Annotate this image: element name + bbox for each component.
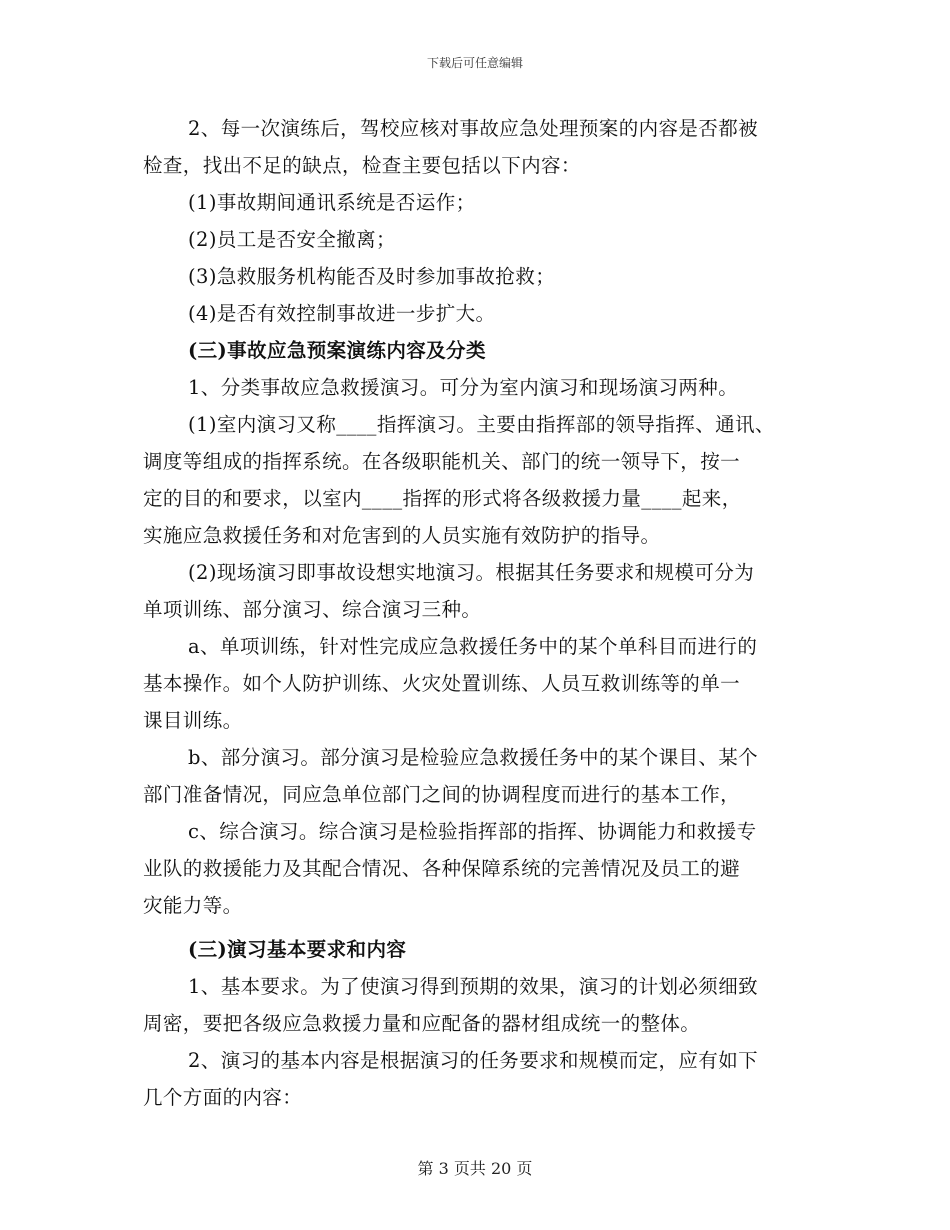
spacer (143, 924, 823, 931)
text-line: a、单项训练，针对性完成应急救援任务中的某个单科目而进行的 (188, 635, 758, 658)
text-line: 课目训练。 (143, 709, 243, 732)
text-line: 基本操作。如个人防护训练、火灾处置训练、人员互救训练等的单一 (143, 672, 741, 695)
text-line: 周密，要把各级应急救援力量和应配备的器材组成统一的整体。 (143, 1012, 701, 1035)
section-heading: (三)事故应急预案演练内容及分类 (188, 339, 486, 362)
text-line: (2)员工是否安全撤离； (188, 228, 396, 251)
text-line: b、部分演习。部分演习是检验应急救援任务中的某个课目、某个 (188, 746, 759, 769)
text-line: 业队的救援能力及其配合情况、各种保障系统的完善情况及员工的避 (143, 857, 741, 880)
text-line: 灾能力等。 (143, 894, 243, 917)
page-header: 下载后可任意编辑 (426, 56, 523, 70)
section-heading: (三)演习基本要求和内容 (188, 938, 407, 961)
text-line: c、综合演习。综合演习是检验指挥部的指挥、协调能力和救援专 (188, 820, 757, 843)
text-line: 调度等组成的指挥系统。在各级职能机关、部门的统一领导下，按一 (143, 450, 741, 473)
text-line: 单项训练、部分演习、综合演习三种。 (143, 598, 482, 621)
text-line: 2、演习的基本内容是根据演习的任务要求和规模而定，应有如下 (188, 1049, 759, 1072)
text-line: (1)室内演习又称____指挥演习。主要由指挥部的领导指挥、通讯、 (188, 413, 775, 436)
text-line: (1)事故期间通讯系统是否运作； (188, 191, 476, 214)
text-line: 部门准备情况，同应急单位部门之间的协调程度而进行的基本工作， (143, 783, 741, 806)
text-line: 1、分类事故应急救援演习。可分为室内演习和现场演习两种。 (188, 376, 739, 399)
text-line: (4)是否有效控制事故进一步扩大。 (188, 302, 496, 325)
text-line: 1、基本要求。为了使演习得到预期的效果，演习的计划必须细致 (188, 975, 759, 998)
text-line: 检查，找出不足的缺点，检查主要包括以下内容： (143, 154, 581, 177)
text-line: 2、每一次演练后，驾校应核对事故应急处理预案的内容是否都被 (188, 117, 759, 140)
text-line: (3)急救服务机构能否及时参加事故抢救； (188, 265, 556, 288)
text-line: 定的目的和要求，以室内____指挥的形式将各级救援力量____起来， (143, 487, 742, 510)
document-body (143, 110, 823, 1116)
text-line: (2)现场演习即事故设想实地演习。根据其任务要求和规模可分为 (188, 561, 755, 584)
text-line: 实施应急救援任务和对危害到的人员实施有效防护的指导。 (143, 524, 661, 547)
text-line: 几个方面的内容： (143, 1086, 303, 1109)
page-footer: 第 3 页共 20 页 (417, 1159, 533, 1178)
